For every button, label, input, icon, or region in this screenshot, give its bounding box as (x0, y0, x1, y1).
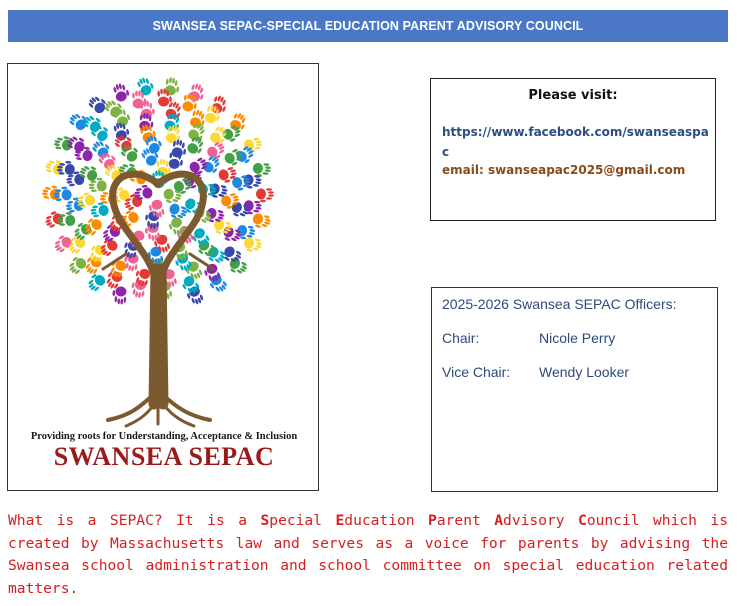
visit-box (430, 78, 716, 221)
description-text: dvisory (503, 512, 579, 529)
acronym-letter: P (428, 512, 437, 529)
description-text: pecial (269, 512, 336, 529)
acronym-letter: A (494, 512, 504, 529)
handprint-leaf (242, 236, 263, 254)
description-text: What is a SEPAC? It is a (8, 512, 261, 529)
handprint-leaf (256, 188, 274, 202)
acronym-letter: E (335, 512, 345, 529)
vice-chair-label: Vice Chair: (442, 364, 511, 380)
handprint-leaf (112, 286, 127, 305)
handprint-leaf (205, 140, 228, 161)
facebook-link[interactable]: https://www.facebook.com/swanseaspac (442, 125, 709, 159)
acronym-letter: S (260, 512, 270, 529)
tree-of-hands-logo (8, 64, 320, 492)
handprint-leaf (251, 212, 272, 231)
officers-title: 2025-2026 Swansea SEPAC Officers: (442, 296, 677, 312)
email-contact[interactable]: email: swanseapac2025@gmail.com (442, 163, 686, 177)
logo-brand-name: SWANSEA SEPAC (53, 442, 275, 471)
acronym-letter: C (578, 512, 587, 529)
vice-chair-name: Wendy Looker (539, 364, 630, 380)
handprint-leaf (66, 254, 89, 276)
visit-title: Please visit: (528, 88, 618, 103)
officers-box (431, 287, 718, 492)
logo-tagline: Providing roots for Understanding, Acceptance & Inclusion (30, 431, 298, 442)
chair-label: Chair: (442, 330, 480, 346)
chair-name: Nicole Perry (539, 330, 616, 346)
sepac-description (8, 510, 728, 600)
description-text: ducation (344, 512, 429, 529)
handprint-leaf (57, 212, 76, 227)
handprint-leaf (85, 271, 108, 293)
handprint-leaf (187, 82, 206, 104)
banner-title: SWANSEA SEPAC-SPECIAL EDUCATION PARENT ADVISORY COUNCIL (152, 19, 584, 33)
header-banner (8, 10, 728, 42)
description-text: arent (436, 512, 495, 529)
handprint-leaf (210, 94, 230, 116)
handprint-leaf (164, 77, 181, 97)
handprint-leaf (41, 184, 61, 201)
handprint-leaf (113, 82, 131, 103)
description-text: ouncil which is created by Massachusetts law and serves as a voice for parents by advising the Swansea school administration and school committee on special education related matters. (8, 512, 728, 597)
logo-box (7, 63, 319, 491)
